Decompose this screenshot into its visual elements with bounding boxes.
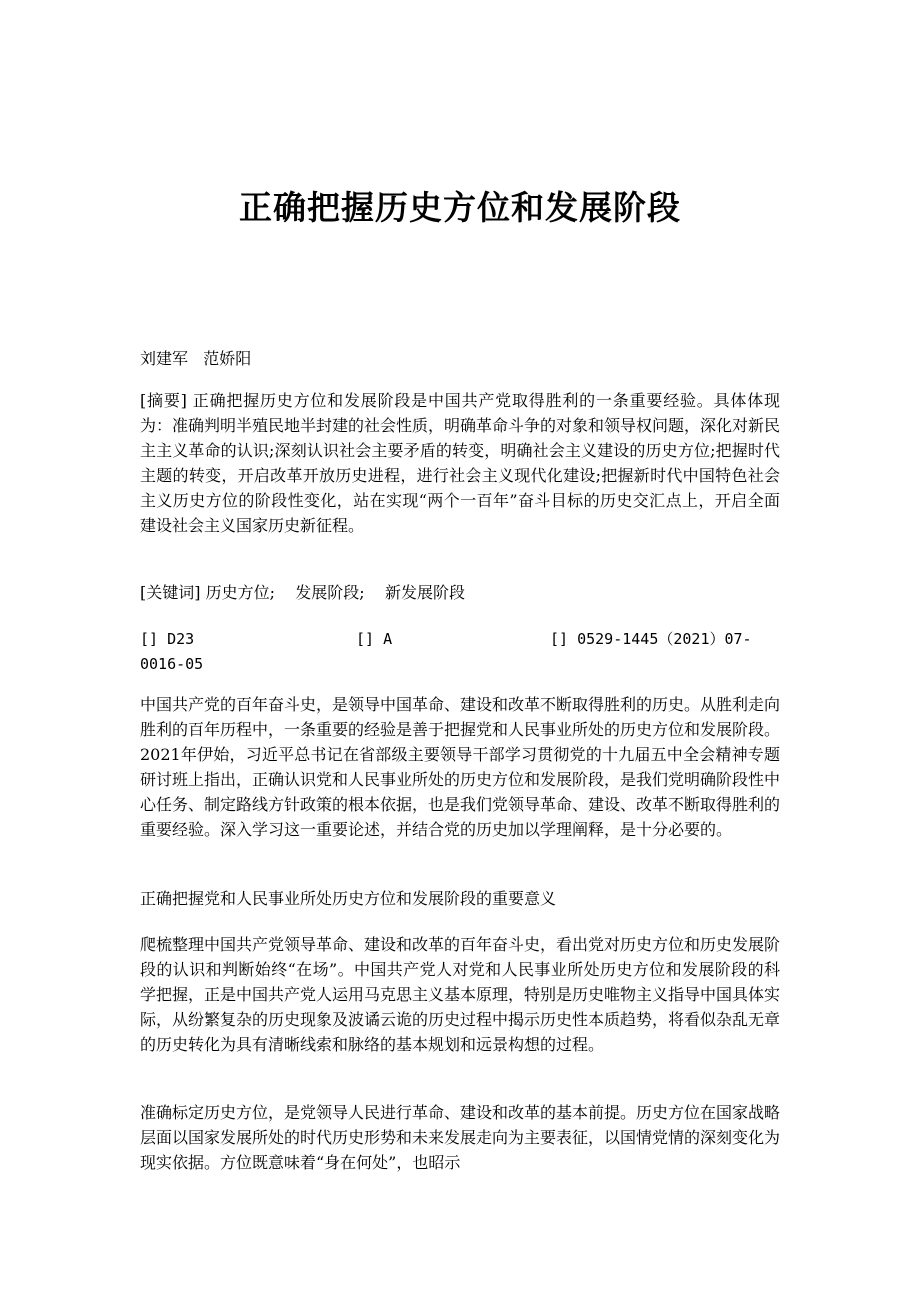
section-heading: 正确把握党和人民事业所处历史方位和发展阶段的重要意义 [140,889,557,908]
body-paragraph: 爬梳整理中国共产党领导革命、建设和改革的百年奋斗史，看出党对历史方位和历史发展阶段的认识和判断始终“在场”。中国共产党人对党和人民事业所处历史方位和发展阶段的科学把握，正是中国共产党人运用马克思主义基本原理，特别是历史唯物主义指导中国具体实际，从纷繁复杂的历史现象及波谲云诡的历史过程中揭示历史性本质趋势，将看似杂乱无章的历史转化为具有清晰线索和脉络的基本规划和远景构想的过程。 [140,935,781,1054]
article-number: [] 0529-1445（2021）07- [550,630,752,648]
body-paragraph: 中国共产党的百年奋斗史，是领导中国革命、建设和改革不断取得胜利的历史。从胜利走向胜利的百年历程中，一条重要的经验是善于把握党和人民事业所处的历史方位和发展阶段。2021年伊始，习近平总书记在省部级主要领导干部学习贯彻党的十九届五中全会精神专题研讨班上指出，正确认识党和人民事业所处的历史方位和发展阶段，是我们党明确阶段性中心任务、制定路线方针政策的根本依据，也是我们党领导革命、建设、改革不断取得胜利的重要经验。深入学习这一重要论述，并结合党的历史加以学理阐释，是十分必要的。 [140,695,781,839]
keywords-line: [关键词] 历史方位; 发展阶段; 新发展阶段 [140,583,466,602]
abstract-paragraph: [摘要] 正确把握历史方位和发展阶段是中国共产党取得胜利的一条重要经验。具体体现为：准确判明半殖民地半封建的社会性质，明确革命斗争的对象和领导权问题，深化对新民主主义革命的认识;深刻认识社会主要矛盾的转变，明确社会主义建设的历史方位;把握时代主题的转变，开启改革开放历史进程，进行社会主义现代化建设;把握新时代中国特色社会主义历史方位的阶段性变化，站在实现“两个一百年”奋斗目标的历史交汇点上，开启全面建设社会主义国家历史新征程。 [140,391,781,535]
document-code: [] A [356,630,393,648]
author-line: 刘建军 范娇阳 [140,349,252,368]
body-paragraph: 准确标定历史方位，是党领导人民进行革命、建设和改革的基本前提。历史方位在国家战略层面以国家发展所处的时代历史形势和未来发展走向为主要表征，以国情党情的深刻变化为现实依据。方位既意味着“身在何处”，也昭示 [140,1103,781,1172]
classification-line [140,627,780,652]
article-number-continued: 0016-05 [140,655,204,673]
clc-number: [] D23 [140,630,195,648]
article-title: 正确把握历史方位和发展阶段 [239,188,681,227]
